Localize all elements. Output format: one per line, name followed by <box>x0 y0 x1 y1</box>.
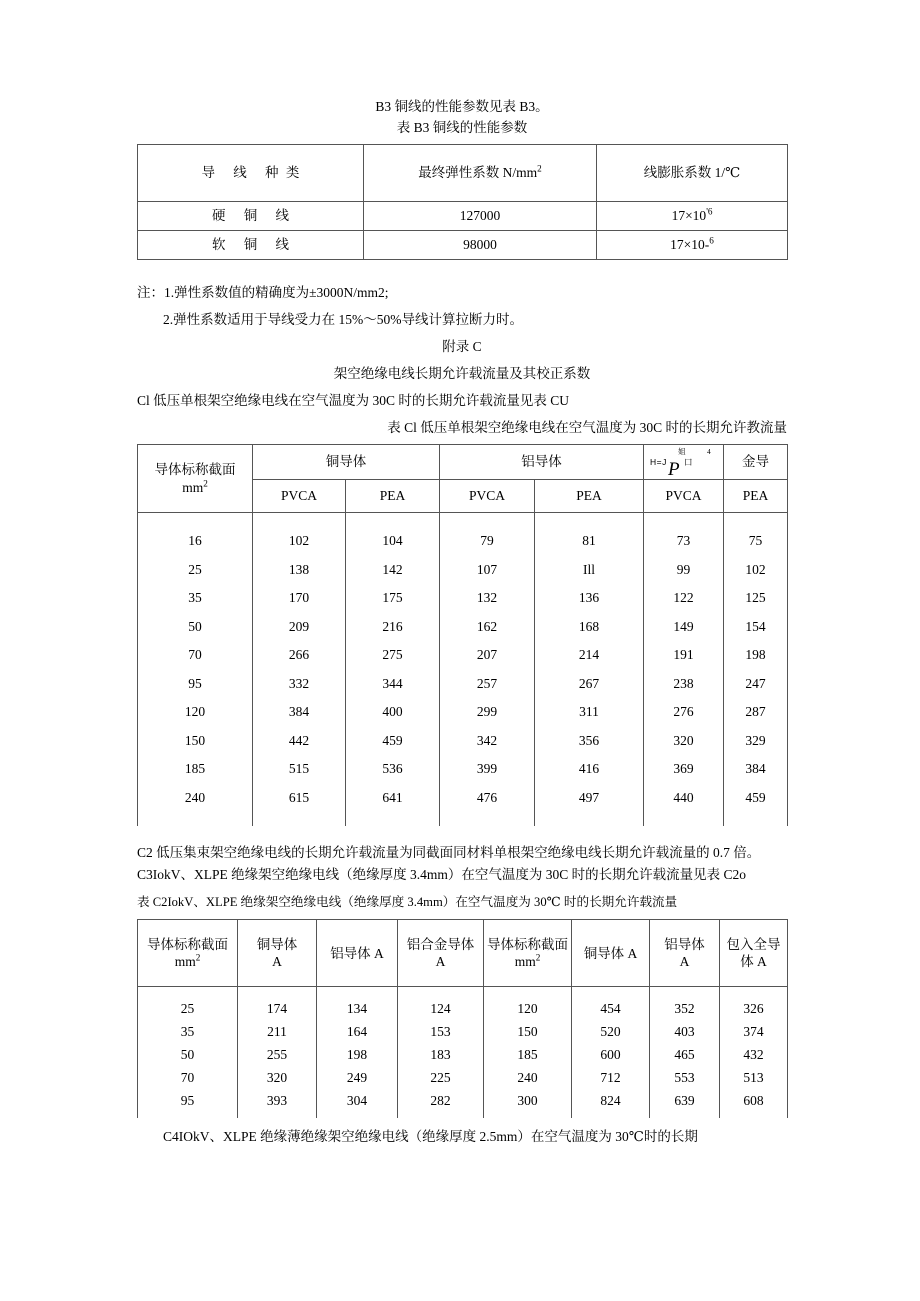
table-c2-top-spacer <box>138 987 788 998</box>
table-c1-cell-value: 266 <box>253 641 346 670</box>
table-c1-subheader-pea-2: PEA <box>535 480 644 513</box>
table-c2-header-cell-7: 包入全导 体 A <box>720 920 788 987</box>
table-c1-cell-value: 138 <box>253 556 346 585</box>
table-c1-cell-value: 332 <box>253 670 346 699</box>
table-c2-header-cell-2: 铝导体 A <box>317 920 398 987</box>
table-c2-cell-value: 120 <box>484 997 572 1020</box>
table-b3-header-expansion: 线膨胀系数 1/℃ <box>597 145 788 202</box>
table-c2-cell-value: 608 <box>720 1089 788 1112</box>
table-b3 <box>137 144 788 260</box>
table-c2-header-cell-5: 铜导体 A <box>572 920 650 987</box>
table-c1-cell-value: 107 <box>440 556 535 585</box>
table-c2-cell-value: 454 <box>572 997 650 1020</box>
table-c2-cell-value: 320 <box>238 1066 317 1089</box>
table-c1-cell-section: 16 <box>138 527 253 556</box>
table-b3-cell-type: 硬 铜 线 <box>138 202 364 231</box>
table-c2-header-cell-4: 导体标称截面 $mm^2$ <box>484 920 572 987</box>
table-c1-cell-value: 384 <box>724 755 788 784</box>
table-row <box>138 613 788 642</box>
table-c2-cell-value: 164 <box>317 1020 398 1043</box>
table-c1-cell-value: 399 <box>440 755 535 784</box>
c1-line: Cl 低压单根架空绝缘电线在空气温度为 30C 时的长期允许载流量见表 CU <box>137 393 570 408</box>
table-row <box>138 584 788 613</box>
table-c2-cell-value: 600 <box>572 1043 650 1066</box>
table-c1-cell-value: 162 <box>440 613 535 642</box>
table-c1-cell-value: 342 <box>440 727 535 756</box>
table-c1-cell-value: 209 <box>253 613 346 642</box>
table-c1-cell-value: 122 <box>644 584 724 613</box>
table-c1-cell-value: 99 <box>644 556 724 585</box>
note-line-2: 2.弹性系数适用于导线受力在 15%～50%导线计算拉断力时。 <box>163 312 523 327</box>
table-c1-subheader-pea-1: PEA <box>346 480 440 513</box>
table-row <box>138 1089 788 1112</box>
appendix-subtitle: 架空绝缘电线长期允许载流量及其校正系数 <box>333 366 591 381</box>
table-c1-subheader-pvca-1: PVCA <box>253 480 346 513</box>
table-row <box>138 755 788 784</box>
table-c1-cell-value: 476 <box>440 784 535 813</box>
table-c2-cell-value: 393 <box>238 1089 317 1112</box>
table-c2-cell-value: 124 <box>398 997 484 1020</box>
table-c1-cell-value: 149 <box>644 613 724 642</box>
table-c1-subheader-pea-3: PEA <box>724 480 788 513</box>
table-c1-cell-value: 102 <box>253 527 346 556</box>
table-c1-group-header-row <box>138 445 788 480</box>
table-c1-cell-value: 238 <box>644 670 724 699</box>
table-c2-cell-value: 282 <box>398 1089 484 1112</box>
table-b3-cell-type: 软 铜 线 <box>138 231 364 260</box>
table-c2-cell-value: 225 <box>398 1066 484 1089</box>
table-c1-cell-value: 287 <box>724 698 788 727</box>
table-c1-cell-value: 299 <box>440 698 535 727</box>
table-c1-top-spacer <box>138 513 788 528</box>
table-c1-cell-value: 104 <box>346 527 440 556</box>
table-row <box>138 670 788 699</box>
table-c1-cell-value: 369 <box>644 755 724 784</box>
table-c1-cell-section: 70 <box>138 641 253 670</box>
table-c1-cell-value: 459 <box>346 727 440 756</box>
table-c2-cell-value: 553 <box>650 1066 720 1089</box>
table-row <box>138 727 788 756</box>
table-c1-cell-value: 198 <box>724 641 788 670</box>
table-c1-cell-value: 400 <box>346 698 440 727</box>
table-c2-cell-value: 520 <box>572 1020 650 1043</box>
table-c2-header-cell-1: 铜导体 A <box>238 920 317 987</box>
table-c2-cell-value: 403 <box>650 1020 720 1043</box>
table-c2-cell-value: 712 <box>572 1066 650 1089</box>
table-c1-stub-label-line2: mm <box>182 479 204 495</box>
table-c1-cell-value: 459 <box>724 784 788 813</box>
table-c2-header-cell-3: 铝合金导体 A <box>398 920 484 987</box>
table-c1-subheader-pvca-3: PVCA <box>644 480 724 513</box>
table-c2-cell-section: 70 <box>138 1066 238 1089</box>
intro-line: B3 铜线的性能参数见表 B3。 <box>375 99 549 114</box>
table-b3-cell-expansion: $17\times 10^{'6}$ <box>597 202 788 231</box>
table-c1-stub-label-sup: 2 <box>203 478 208 488</box>
table-c1-group-gold: 金导 <box>724 445 788 480</box>
table-c1-cell-value: 442 <box>253 727 346 756</box>
table-c1-stub-label-line1: 导体标称截面 <box>154 461 236 477</box>
table-c1-cell-value: 320 <box>644 727 724 756</box>
table-c2 <box>137 919 788 1118</box>
table-c1-cell-value: 440 <box>644 784 724 813</box>
artifact-glyph-four: 4 <box>707 447 711 456</box>
table-c1-cell-value: 497 <box>535 784 644 813</box>
table-c2-cell-value: 513 <box>720 1066 788 1089</box>
table-c1-cell-value: 81 <box>535 527 644 556</box>
table-c1-cell-section: 50 <box>138 613 253 642</box>
table-c1-cell-value: Ill <box>535 556 644 585</box>
table-c1-subheader-pvca-2: PVCA <box>440 480 535 513</box>
table-c1-cell-value: 247 <box>724 670 788 699</box>
table-row <box>138 641 788 670</box>
table-c1-cell-value: 329 <box>724 727 788 756</box>
table-c1-cell-value: 267 <box>535 670 644 699</box>
table-c1-cell-value: 311 <box>535 698 644 727</box>
c3-paragraph: C3IokV、XLPE 绝缘架空绝缘电线（绝缘厚度 3.4mm）在空气温度为 30C 时的长期允许载流量见表 C2o <box>137 867 747 882</box>
table-c1-cell-section: 185 <box>138 755 253 784</box>
table-c2-cell-section: 95 <box>138 1089 238 1112</box>
table-c2-cell-value: 255 <box>238 1043 317 1066</box>
table-c2-cell-value: 824 <box>572 1089 650 1112</box>
table-b3-cell-modulus: 127000 <box>364 202 597 231</box>
table-row <box>138 527 788 556</box>
table-b3-caption: 表 B3 铜线的性能参数 <box>396 120 528 135</box>
table-c2-cell-value: 432 <box>720 1043 788 1066</box>
table-c1-group-copper: 铜导体 <box>253 445 440 480</box>
artifact-glyph-hj: H=J <box>650 457 667 467</box>
table-c2-cell-value: 352 <box>650 997 720 1020</box>
table-c1-cell-value: 154 <box>724 613 788 642</box>
table-c2-cell-value: 153 <box>398 1020 484 1043</box>
table-c1-cell-value: 344 <box>346 670 440 699</box>
table-c1-cell-section: 120 <box>138 698 253 727</box>
table-c2-cell-value: 150 <box>484 1020 572 1043</box>
table-c1-cell-section: 240 <box>138 784 253 813</box>
table-c2-cell-value: 374 <box>720 1020 788 1043</box>
table-b3-header-modulus-sup: 2 <box>537 163 542 174</box>
table-c2-cell-value: 240 <box>484 1066 572 1089</box>
table-c2-cell-value: 185 <box>484 1043 572 1066</box>
table-c2-cell-value: 249 <box>317 1066 398 1089</box>
note-line-1: 注：1.弹性系数值的精确度为±3000N/mm2; <box>137 285 389 300</box>
table-c1-cell-value: 216 <box>346 613 440 642</box>
table-c1-cell-value: 132 <box>440 584 535 613</box>
table-b3-header-type <box>138 145 364 202</box>
table-c1-cell-value: 214 <box>535 641 644 670</box>
table-row <box>138 231 788 260</box>
table-c1-stub-header <box>138 445 253 513</box>
table-row <box>138 1020 788 1043</box>
table-row <box>138 1043 788 1066</box>
table-c1-cell-value: 102 <box>724 556 788 585</box>
table-c2-cell-value: 639 <box>650 1089 720 1112</box>
table-c1-cell-value: 142 <box>346 556 440 585</box>
table-c1-group-aluminum: 铝导体 <box>440 445 644 480</box>
table-c1-cell-value: 175 <box>346 584 440 613</box>
table-row <box>138 997 788 1020</box>
table-c2-header-cell-0: 导体标称截面 $mm^2$ <box>138 920 238 987</box>
table-c2-cell-value: 465 <box>650 1043 720 1066</box>
c4-paragraph: C4IOkV、XLPE 绝缘薄绝缘架空绝缘电线（绝缘厚度 2.5mm）在空气温度为 30℃时的长期 <box>163 1129 698 1144</box>
table-c1-cell-value: 257 <box>440 670 535 699</box>
table-c2-cell-value: 174 <box>238 997 317 1020</box>
table-c2-caption: 表 C2IokV、XLPE 绝缘架空绝缘电线（绝缘厚度 3.4mm）在空气温度为 30℃ 时的长期允许载流量 <box>137 895 678 909</box>
table-c1-cell-value: 75 <box>724 527 788 556</box>
table-c1-caption: 表 Cl 低压单根架空绝缘电线在空气温度为 30C 时的长期允许教流量 <box>387 420 787 435</box>
table-c1-cell-value: 136 <box>535 584 644 613</box>
appendix-title: 附录 C <box>442 339 482 354</box>
table-c2-cell-section: 50 <box>138 1043 238 1066</box>
table-c2-cell-value: 198 <box>317 1043 398 1066</box>
artifact-glyph-box: 口 <box>684 457 693 467</box>
table-b3-header-modulus-label: 最终弹性系数 N/mm <box>418 165 538 180</box>
table-c1-cell-value: 168 <box>535 613 644 642</box>
table-b3-cell-modulus: 98000 <box>364 231 597 260</box>
table-c2-cell-section: 35 <box>138 1020 238 1043</box>
table-c1-cell-value: 641 <box>346 784 440 813</box>
table-c1-cell-value: 515 <box>253 755 346 784</box>
table-b3-header-type-label: 导 线 种类 <box>201 165 307 180</box>
artifact-glyph-p: P <box>668 459 680 480</box>
table-c1-cell-value: 73 <box>644 527 724 556</box>
table-c1-cell-section: 35 <box>138 584 253 613</box>
table-b3-header-row <box>138 145 788 202</box>
table-c2-cell-section: 25 <box>138 997 238 1020</box>
table-b3-header-modulus <box>364 145 597 202</box>
c2-paragraph: C2 低压集束架空绝缘电线的长期允许载流量为同截面同材料单根架空绝缘电线长期允许载流量的 0.7 倍。 <box>137 845 761 860</box>
table-row <box>138 784 788 813</box>
table-c1-cell-value: 79 <box>440 527 535 556</box>
table-c1-group-ocr-artifact <box>644 445 724 480</box>
table-row <box>138 1066 788 1089</box>
table-row <box>138 202 788 231</box>
table-c1 <box>137 444 788 826</box>
table-c1-cell-value: 356 <box>535 727 644 756</box>
table-c1-cell-value: 615 <box>253 784 346 813</box>
table-c1-bottom-spacer <box>138 812 788 826</box>
table-c2-cell-value: 183 <box>398 1043 484 1066</box>
table-c2-cell-value: 326 <box>720 997 788 1020</box>
table-c2-header-row <box>138 920 788 987</box>
page-content <box>137 96 787 1147</box>
table-row <box>138 556 788 585</box>
table-c1-cell-value: 275 <box>346 641 440 670</box>
table-c2-cell-value: 134 <box>317 997 398 1020</box>
table-c1-cell-value: 170 <box>253 584 346 613</box>
table-c1-cell-value: 276 <box>644 698 724 727</box>
table-c1-cell-value: 536 <box>346 755 440 784</box>
table-c1-cell-section: 95 <box>138 670 253 699</box>
table-c2-cell-value: 211 <box>238 1020 317 1043</box>
table-b3-cell-expansion: 17×10-$^6$ <box>597 231 788 260</box>
table-c1-cell-section: 150 <box>138 727 253 756</box>
table-c1-cell-value: 384 <box>253 698 346 727</box>
artifact-glyph-jie: 姐 <box>678 447 686 456</box>
table-c1-cell-value: 191 <box>644 641 724 670</box>
table-c2-cell-value: 304 <box>317 1089 398 1112</box>
table-c1-cell-value: 207 <box>440 641 535 670</box>
table-c1-cell-section: 25 <box>138 556 253 585</box>
table-c2-cell-value: 300 <box>484 1089 572 1112</box>
table-c1-cell-value: 125 <box>724 584 788 613</box>
table-row <box>138 698 788 727</box>
table-c2-header-cell-6: 铝导体 A <box>650 920 720 987</box>
table-c1-cell-value: 416 <box>535 755 644 784</box>
